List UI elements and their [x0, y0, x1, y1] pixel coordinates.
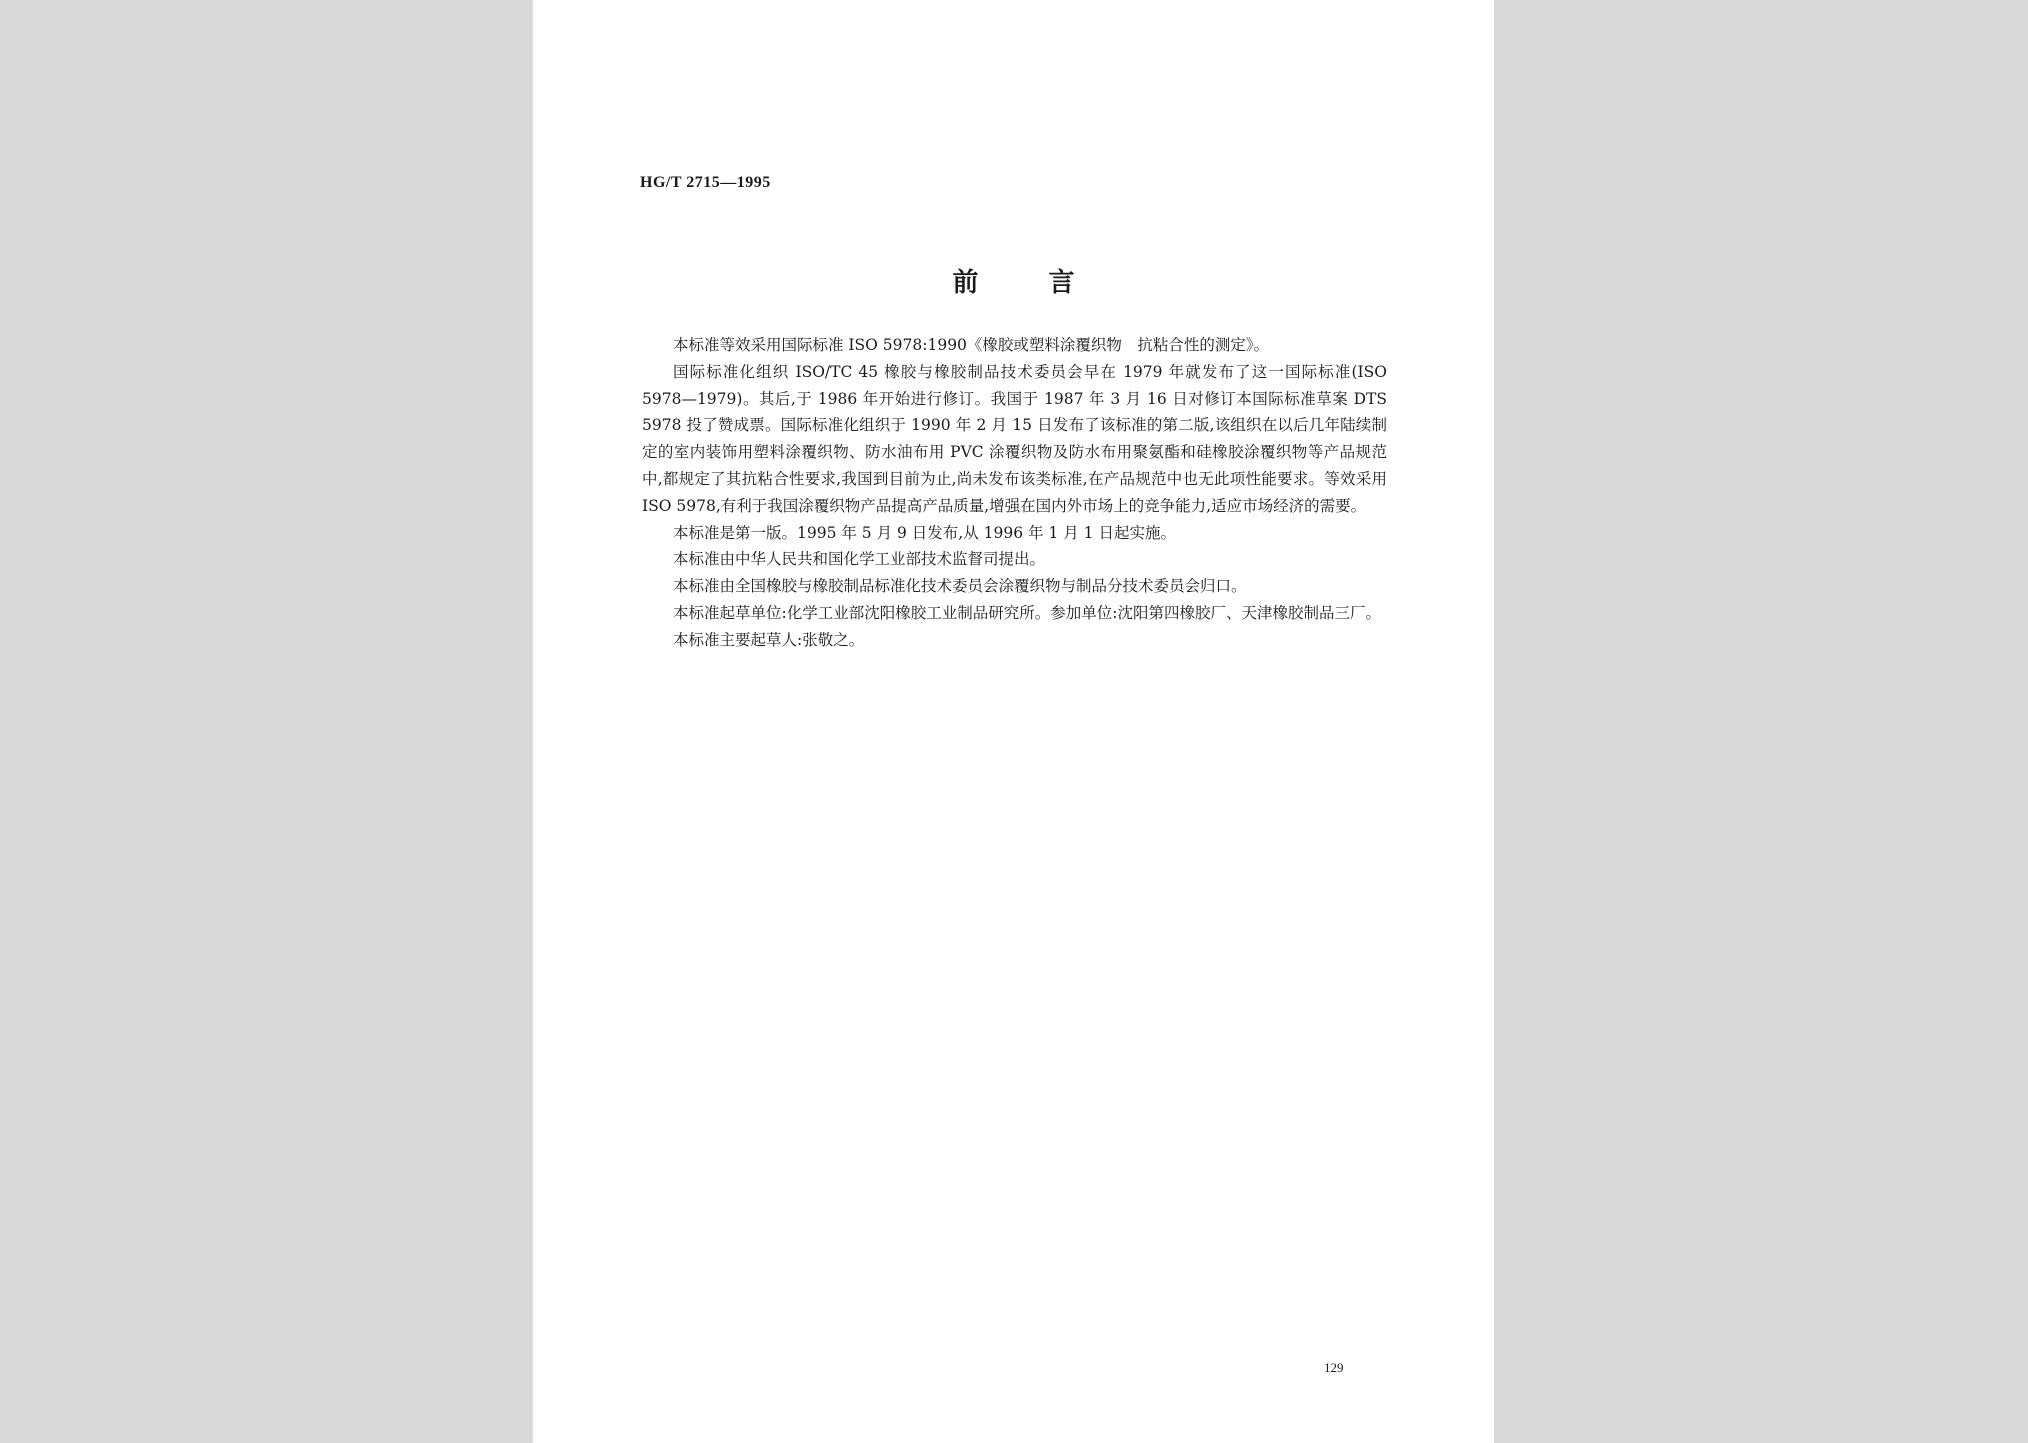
standard-code: HG/T 2715—1995	[640, 174, 771, 191]
paragraph-edition: 本标准是第一版。1995 年 5 月 9 日发布,从 1996 年 1 月 1 日起实施。	[673, 523, 1176, 542]
paragraph-proposer: 本标准由中华人民共和国化学工业部技术监督司提出。	[673, 550, 1046, 569]
document-body	[642, 332, 1387, 654]
page-number: 129	[1324, 1360, 1344, 1375]
paragraph-history: 国际标准化组织 ISO/TC 45 橡胶与橡胶制品技术委员会早在 1979 年就发布了这一国际标准(ISO 5978—1979)。其后,于 1986 年开始进行修订。我国于 1987 年 3 月 16 日对修订本国际标准草案 DTS 5978 投了赞成票。国际标准化组织于 1990 年 2 月 15 日发布了该标准的第二版,该组织在以后几年陆续制定的室内装饰用塑料涂覆织物、防水油布用 PVC 涂覆织物及防水布用聚氨酯和硅橡胶涂覆织物等产品规范中,都规定了其抗粘合性要求,我国到目前为止,尚未发布该类标准,在产品规范中也无此项性能要求。等效采用 ISO 5978,有利于我国涂覆织物产品提高产品质量,增强在国内外市场上的竞争能力,适应市场经济的需要。	[642, 362, 1387, 515]
paragraph-drafter: 本标准主要起草人:张敬之。	[673, 630, 865, 649]
page-title: 前言	[952, 268, 1145, 298]
paragraph-adoption: 本标准等效采用国际标准 ISO 5978:1990《橡胶或塑料涂覆织物 抗粘合性的测定》。	[673, 336, 1270, 354]
paragraph-drafting-units: 本标准起草单位:化学工业部沈阳橡胶工业制品研究所。参加单位:沈阳第四橡胶厂、天津橡胶制品三厂。	[673, 603, 1381, 622]
paragraph-committee: 本标准由全国橡胶与橡胶制品标准化技术委员会涂覆织物与制品分技术委员会归口。	[673, 577, 1247, 596]
document-page	[533, 0, 1494, 1443]
